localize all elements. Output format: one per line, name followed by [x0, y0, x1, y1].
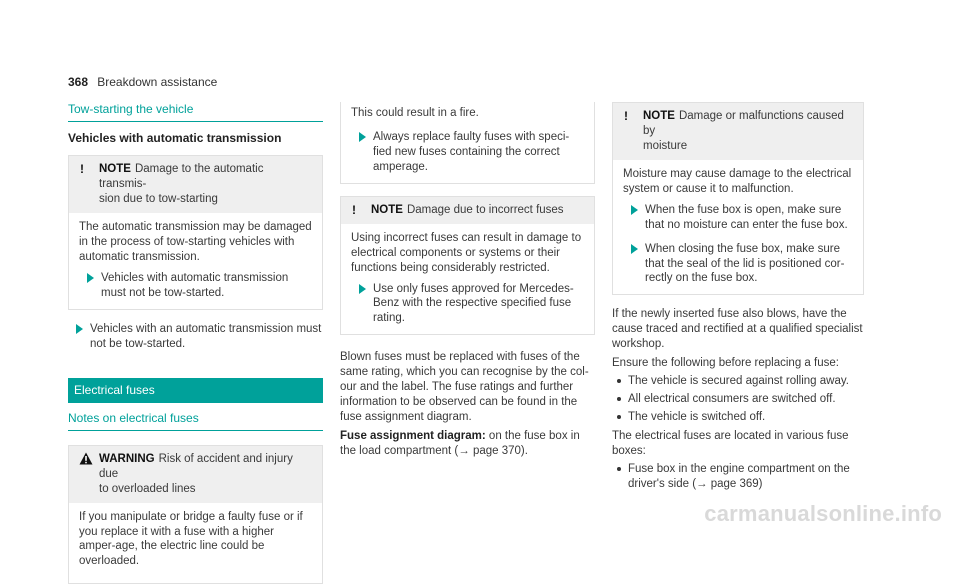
arrow-right-icon: [631, 244, 638, 254]
note-box-moisture: [612, 102, 864, 295]
action-text: Vehicles with automatic transmission must not be tow-started.: [101, 271, 289, 299]
bullet-icon: [617, 397, 621, 401]
subheading-automatic: Vehicles with automatic transmission: [68, 130, 282, 145]
exclamation-icon: !: [80, 162, 84, 177]
column-middle: [340, 102, 595, 459]
paragraph-ensure: Ensure the following before replacing a fuse:: [612, 357, 839, 370]
exclamation-icon: !: [624, 109, 628, 123]
arrow-right-icon: [87, 273, 94, 283]
note-label: NOTE: [99, 163, 131, 176]
arrow-right-icon: [359, 132, 366, 142]
section-title: Breakdown assistance: [97, 75, 218, 89]
warning-title: Risk of accident and injury due: [99, 452, 293, 480]
action-text: Vehicles with an automatic transmission must not be tow-started.: [90, 322, 322, 350]
action-text: Always replace faulty fuses with speci-fied new fuses containing the correct amperage.: [373, 130, 570, 173]
bullet-icon: [617, 415, 621, 419]
exclamation-icon: !: [352, 202, 356, 217]
list-item: [612, 392, 864, 407]
warning-header: [69, 446, 322, 503]
page-header: [68, 75, 217, 91]
paragraph-fuse-diagram: [340, 429, 595, 459]
warning-triangle-icon: [79, 452, 93, 465]
warning-body: [69, 503, 322, 584]
arrow-right-icon: [76, 324, 83, 334]
note-box-transmission: [68, 155, 323, 310]
action-text: When the fuse box is open, make sure that no moisture can enter the fuse box.: [645, 203, 848, 231]
column-left: [68, 102, 323, 584]
list-item-text: Fuse box in the engine compartment on the driver's side (→ page 369): [628, 462, 850, 490]
note-text: The automatic transmission may be damaged in the process of tow-starting vehicles with automatic transmission.: [79, 221, 312, 263]
action-item: [623, 203, 853, 233]
warning-cont-text: This could result in a fire.: [351, 107, 479, 119]
fuse-diagram-label: Fuse assignment diagram:: [340, 430, 486, 442]
action-item: [351, 282, 584, 327]
note-title-cont: sion due to tow-starting: [99, 193, 218, 206]
heading-notes-fuses: Notes on electrical fuses: [68, 411, 323, 431]
section-bar-electrical-fuses: Electrical fuses: [68, 378, 323, 404]
note-text: Moisture may cause damage to the electrical system or cause it to malfunction.: [623, 167, 852, 195]
note-header: [69, 156, 322, 213]
list-item: [612, 410, 864, 425]
note-label: NOTE: [371, 203, 403, 216]
note-title-cont: moisture: [643, 139, 688, 152]
fuse-diagram-text: on the fuse box in the load compartment (→ page 370).: [340, 430, 580, 457]
note-body: [69, 213, 322, 309]
list-item-text: All electrical consumers are switched off.: [628, 393, 836, 406]
list-item-text: The vehicle is secured against rolling away.: [628, 375, 849, 388]
action-item-2: [68, 322, 323, 352]
arrow-right-icon: [359, 284, 366, 294]
action-item: [79, 271, 312, 301]
action-item: [351, 130, 584, 175]
note-title: Damage or malfunctions caused by: [643, 110, 844, 137]
note-body: [613, 160, 863, 295]
watermark-logo: carmanualsonline.info: [704, 501, 942, 526]
column-right: [612, 102, 864, 492]
note-title: Damage to the automatic transmis-: [99, 163, 264, 191]
action-text: Use only fuses approved for Mercedes-Benz with the respective specified fuse rating.: [373, 282, 574, 325]
list-item-text: The vehicle is switched off.: [628, 411, 766, 423]
paragraph-blown-fuses: Blown fuses must be replaced with fuses of the same rating, which you can recognise by the col-our and the label. The fuse ratings and further information to be observed can be found in the fuse assignment diagram.: [340, 351, 589, 424]
note-label: NOTE: [643, 110, 675, 122]
note-body: [341, 224, 594, 335]
paragraph-fuse-locations: The electrical fuses are located in various fuse boxes:: [612, 429, 849, 457]
warning-title-cont: to overloaded lines: [99, 482, 196, 495]
warning-box: [68, 445, 323, 584]
paragraph-newly-inserted: If the newly inserted fuse also blows, have the cause traced and rectified at a qualified specialist workshop.: [612, 308, 863, 351]
arrow-right-icon: [631, 205, 638, 215]
warning-label: WARNING: [99, 452, 155, 465]
note-header: [613, 103, 863, 160]
note-title: Damage due to incorrect fuses: [406, 203, 564, 216]
warning-box-cont: [340, 102, 595, 184]
note-header: [341, 197, 594, 224]
note-text: Using incorrect fuses can result in damage to electrical components or systems or their functions being considerably restricted.: [351, 231, 582, 274]
note-box-incorrect-fuses: [340, 196, 595, 336]
page-number: 368: [68, 75, 89, 89]
list-item: [612, 374, 864, 389]
bullet-icon: [617, 379, 621, 383]
list-item: [612, 462, 864, 492]
bullet-icon: [617, 467, 621, 471]
warning-text: If you manipulate or bridge a faulty fuse or if you replace it with a fuse with a higher amper-age, the electric line could be overloaded.: [79, 510, 303, 568]
heading-tow-starting: Tow-starting the vehicle: [68, 102, 323, 122]
action-item: [623, 242, 853, 287]
action-text: When closing the fuse box, make sure that the seal of the lid is positioned cor-rectly on the fuse box.: [645, 242, 845, 285]
